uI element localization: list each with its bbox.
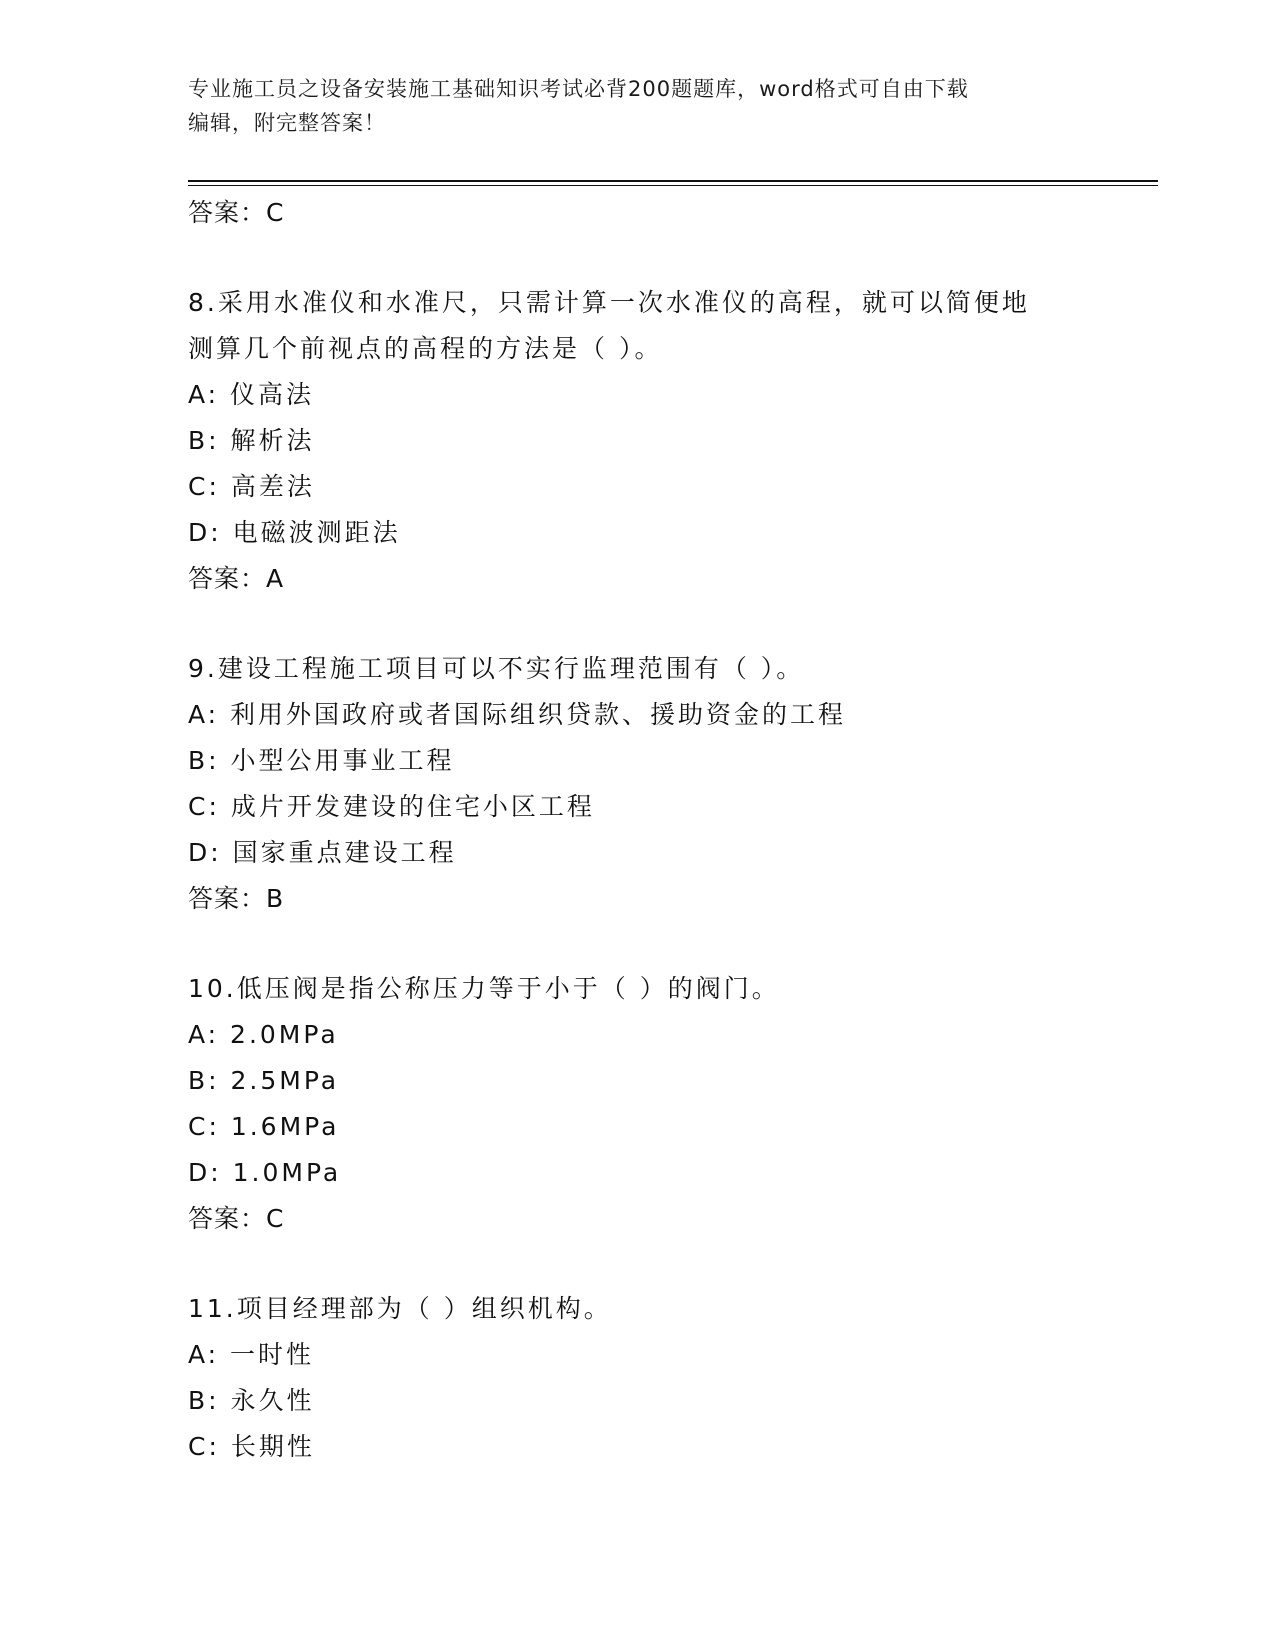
- question-stem-line: 11.项目经理部为（ ）组织机构。: [188, 1294, 612, 1323]
- option-d: D: 国家重点建设工程: [188, 838, 457, 867]
- question-stem-line: 测算几个前视点的高程的方法是（ ）。: [188, 334, 663, 363]
- option-a: A: 利用外国政府或者国际组织贷款、援助资金的工程: [188, 700, 847, 729]
- option-b: B: 小型公用事业工程: [188, 746, 455, 775]
- option-a: A: 一时性: [188, 1340, 315, 1369]
- spacer: [188, 922, 1088, 966]
- option-c: C: 高差法: [188, 472, 315, 501]
- question-block: [188, 280, 1088, 602]
- answer-line: 答案：C: [188, 198, 285, 227]
- spacer: [188, 236, 1088, 280]
- option-b: B: 永久性: [188, 1386, 315, 1415]
- option-c: C: 1.6MPa: [188, 1112, 340, 1141]
- header-line-2: 编辑，附完整答案！: [188, 111, 386, 135]
- page-header: [188, 72, 1088, 140]
- question-stem-line: 10.低压阀是指公称压力等于小于（ ）的阀门。: [188, 974, 780, 1003]
- option-b: B: 解析法: [188, 426, 315, 455]
- question-block: [188, 646, 1088, 922]
- answer-line: 答案：C: [188, 1204, 285, 1233]
- question-block: [188, 966, 1088, 1242]
- option-d: D: 电磁波测距法: [188, 518, 401, 547]
- header-line-1: 专业施工员之设备安装施工基础知识考试必背200题题库，word格式可自由下载: [188, 77, 969, 101]
- question-stem-line: 9.建设工程施工项目可以不实行监理范围有（ ）。: [188, 654, 805, 683]
- option-c: C: 成片开发建设的住宅小区工程: [188, 792, 595, 821]
- question-block: [188, 1286, 1088, 1470]
- header-rule-thick: [188, 180, 1158, 182]
- spacer: [188, 1242, 1088, 1286]
- option-a: A: 仪高法: [188, 380, 315, 409]
- option-a: A: 2.0MPa: [188, 1020, 339, 1049]
- spacer: [188, 602, 1088, 646]
- answer-line: 答案：A: [188, 564, 285, 593]
- option-d: D: 1.0MPa: [188, 1158, 342, 1187]
- option-c: C: 长期性: [188, 1432, 315, 1461]
- document-body: [188, 190, 1088, 1470]
- option-b: B: 2.5MPa: [188, 1066, 340, 1095]
- answer-line: 答案：B: [188, 884, 285, 913]
- header-rule-thin: [188, 185, 1158, 186]
- question-stem-line: 8.采用水准仪和水准尺，只需计算一次水准仪的高程，就可以简便地: [188, 288, 1030, 317]
